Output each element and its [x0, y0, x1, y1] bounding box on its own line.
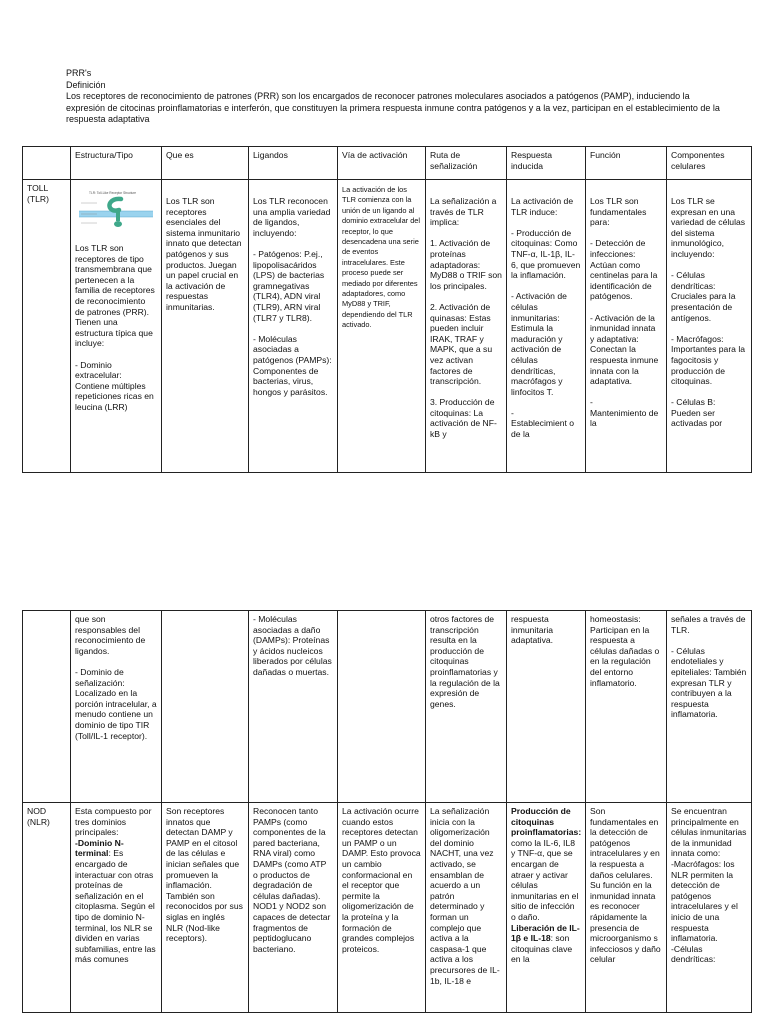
estructura-cell: TLR: Toll-Like Receptor Structure Los TLR son receptores de tipo transmembrana que pertenecen a la familia de receptores de reconocimiento de patrones (PRR). Tienen una estructura típica que incluye: - Dominio extracelular: Contiene múltiples repeticiones ricas en leucina (LRR) [71, 180, 162, 473]
ruta-cell: La señalización inicia con la oligomerización del dominio NACHT, una vez activado, se ensamblan de acuerdo a un patrón determinado y forman un complejo que activa a la caspasa-1 que activa a los precursores de IL-1b, IL-18 e [426, 803, 507, 1013]
componentes-cell: Se encuentran principalmente en células inmunitarias de la inmunidad innata como: -Macrófagos: los NLR permiten la detección de patógenos intracelulares y el inicio de una respuesta inflamatoria. -Células dendríticas: [667, 803, 752, 1013]
header-cell: Componentes celulares [667, 147, 752, 180]
que-es-cell [162, 611, 249, 803]
receptor-name: NOD (NLR) [23, 803, 71, 1013]
respuesta-cell: respuesta inmunitaria adaptativa. [507, 611, 586, 803]
respuesta-cell: Producción de citoquinas proinflamatorias: como la IL-6, IL8 y TNF-α, que se encargan de atraer y activar células inmunitarias en el sitio de infección o daño. Liberación de IL-1β e IL-18: son citoquinas clave en la [507, 803, 586, 1013]
prr-table-part3 [22, 802, 752, 1013]
bold-term: -Dominio N-terminal [75, 837, 124, 859]
bold-term: Producción de citoquinas proinflamatorias: [511, 806, 582, 838]
estructura-cell: que son responsables del reconocimiento de ligandos. - Dominio de señalización: Localizado en la porción intracelular, a menudo contiene un dominio de tipo TIR (Toll/IL-1 receptor). [71, 611, 162, 803]
funcion-cell: Los TLR son fundamentales para: - Detección de infecciones: Actúan como centinelas para la identificación de patógenos. - Activación de la inmunidad innata y adaptativa: Conectan la respuesta inmune innata con la adaptativa. - Mantenimiento de la [586, 180, 667, 473]
ruta-cell: otros factores de transcripción resulta en la producción de citoquinas proinflamatorias y la regulación de la expresión de genes. [426, 611, 507, 803]
definition-text: Los receptores de reconocimiento de patrones (PRR) son los encargados de reconocer patrones moleculares asociados a patógenos (PAMP), induciendo la expresión de citocinas proinflamatorias e interferón, que constituyen la primera respuesta inmune contra patógenos y a la vez, participan en el establecimiento de la respuesta adaptativa [66, 91, 720, 124]
bold-term: Liberación de IL-1β e IL-18 [511, 922, 580, 944]
prr-table-part1 [22, 146, 752, 473]
header-cell: Ligandos [249, 147, 338, 180]
prr-table-part2 [22, 610, 752, 803]
receptor-name: TOLL (TLR) [23, 180, 71, 473]
header-cell: Ruta de señalización [426, 147, 507, 180]
via-activacion-cell: La activación de los TLR comienza con la unión de un ligando al dominio extracelular del receptor, lo que desencadena una serie de eventos intracelulares. Este proceso puede ser mediado por diferentes adaptadores, como MyD88 y TRIF, dependiendo del TLR activado. [338, 180, 426, 473]
respuesta-cell: La activación de TLR induce: - Producción de citoquinas: Como TNF-α, IL-1β, IL-6, que promueven la inflamación. - Activación de células inmunitarias: Estimula la maduración y activación de células dendríticas, macrófagos y linfocitos T. - Establecimient o de la [507, 180, 586, 473]
tlr-structure-diagram-icon [77, 189, 155, 235]
header-cell [23, 147, 71, 180]
intro-line1: PRR's [66, 68, 92, 78]
ligandos-cell: - Moléculas asociadas a daño (DAMPs): Proteínas y ácidos nucleicos liberados por células dañadas o muertas. [249, 611, 338, 803]
ruta-cell: La señalización a través de TLR implica: 1. Activación de proteínas adaptadoras: MyD88 o TRIF son los principales. 2. Activación de quinasas: Estas pueden incluir IRAK, TRAF y MAPK, que a su vez activan factores de transcripción. 3. Producción de citoquinas: La activación de NF-kB y [426, 180, 507, 473]
funcion-cell: Son fundamentales en la detección de patógenos intracelulares y en la respuesta a daños celulares. Su función en la inmunidad innata es reconocer rápidamente la presencia de microorganismo s infecciosos y daño celular [586, 803, 667, 1013]
header-cell: Respuesta inducida [507, 147, 586, 180]
receptor-name [23, 611, 71, 803]
componentes-cell: Los TLR se expresan en una variedad de células del sistema inmunológico, incluyendo: - Células dendríticas: Cruciales para la presentación de antígenos. - Macrófagos: Importantes para la fagocitosis y producción de citoquinas. - Células B: Pueden ser activadas por [667, 180, 752, 473]
ligandos-cell: Los TLR reconocen una amplia variedad de ligandos, incluyendo: - Patógenos: P.ej., lipopolisacáridos (LPS) de bacterias gramnegativas (TLR4), ADN viral (TLR9), ARN viral (TLR7 y TLR8). - Moléculas asociadas a patógenos (PAMPs): Componentes de bacterias, virus, hongos y parásitos. [249, 180, 338, 473]
header-cell: Función [586, 147, 667, 180]
que-es-cell: Los TLR son receptores esenciales del sistema inmunitario innato que detectan patógenos y sus productos. Juegan un papel crucial en la activación de respuestas inmunitarias. [162, 180, 249, 473]
header-cell: Que es [162, 147, 249, 180]
via-activacion-cell [338, 611, 426, 803]
intro-section [66, 68, 726, 126]
intro-line2: Definición [66, 79, 106, 90]
header-cell: Vía de activación [338, 147, 426, 180]
componentes-cell: señales a través de TLR. - Células endoteliales y epiteliales: También expresan TLR y contribuyen a la respuesta inflamatoria. [667, 611, 752, 803]
diagram-caption: TLR: Toll-Like Receptor Structure [89, 191, 137, 195]
header-row [23, 147, 752, 180]
que-es-cell: Son receptores innatos que detectan DAMP y PAMP en el citosol de las células e inician señales que promueven la inflamación. También son reconocidos por sus siglas en inglés NLR (Nod-like receptors). [162, 803, 249, 1013]
toll-row-continued [23, 611, 752, 803]
estructura-cell: Esta compuesto por tres dominios principales: -Dominio N-terminal: Es encargado de interactuar con otras proteínas de señalización en el citoplasma. Según el tipo de dominio N-terminal, los NLR se dividen en varias subfamilias, entre las más comunes [71, 803, 162, 1013]
nod-row [23, 803, 752, 1013]
funcion-cell: homeostasis: Participan en la respuesta a células dañadas o en la regulación del entorno inflamatorio. [586, 611, 667, 803]
header-cell: Estructura/Tipo [71, 147, 162, 180]
ligandos-cell: Reconocen tanto PAMPs (como componentes de la pared bacteriana, RNA viral) como DAMPs (como ATP o productos de degradación de células dañadas). NOD1 y NOD2 son capaces de detectar fragmentos de peptidoglucano bacteriano. [249, 803, 338, 1013]
via-activacion-cell: La activación ocurre cuando estos receptores detectan un PAMP o un DAMP. Esto provoca un cambio conformacional en el receptor que permite la oligomerización de la proteína y la formación de grandes complejos proteicos. [338, 803, 426, 1013]
toll-row [23, 180, 752, 473]
